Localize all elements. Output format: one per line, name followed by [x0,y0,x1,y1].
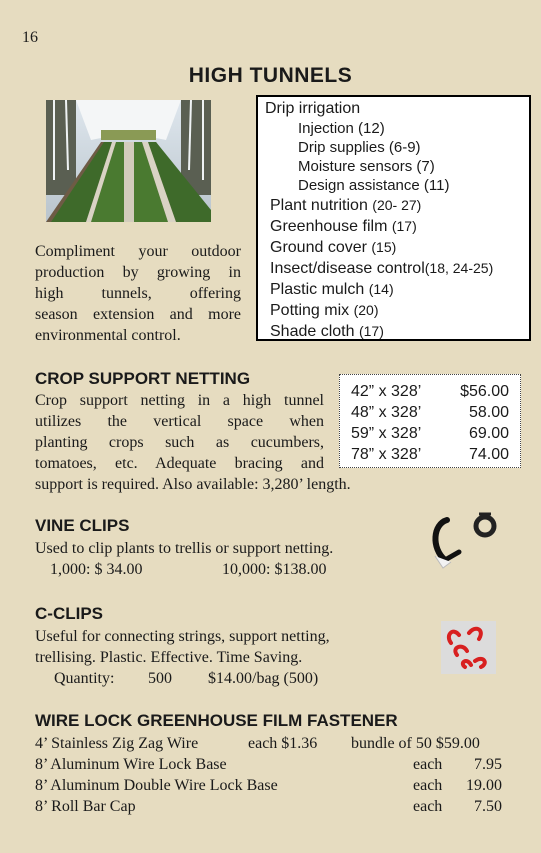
related-item [265,237,529,258]
related-header: Drip irrigation [265,100,361,117]
related-item-ref: (17) [358,323,384,339]
related-sub-item: Injection (12) [298,120,385,137]
wire-lock-item-unit: each [413,777,443,794]
vine-clips-photo [425,508,505,572]
c-clips-heading: C-CLIPS [35,604,103,623]
netting-size: 42” x 328’ [351,383,422,400]
related-item [265,300,529,321]
price-row [351,423,520,444]
wire-lock-item-name: 8’ Roll Bar Cap [35,798,136,815]
related-item-name: Insect/disease control [270,260,425,277]
wire-lock-item-unit: each [413,756,443,773]
vine-clips-qty-2: 10,000: $138.00 [222,561,327,578]
vine-clips-qty-1: 1,000: $ 34.00 [50,561,143,578]
related-item-name: Plastic mulch [270,281,365,298]
crop-netting-line: planting crops such as cucumbers, [35,434,324,451]
high-tunnel-photo [46,100,211,222]
related-item-name: Plant nutrition [270,197,368,214]
price-row [351,402,520,423]
related-item-name: Ground cover [270,239,367,256]
netting-price: 69.00 [468,425,509,442]
netting-size: 59” x 328’ [351,425,422,442]
crop-netting-line: Crop support netting in a high tunnel [35,392,324,409]
crop-netting-line: utilizes the vertical space when [35,413,324,430]
wire-lock-item-name: 4’ Stainless Zig Zag Wire [35,735,199,752]
crop-netting-line: tomatoes, etc. Adequate bracing and [35,455,324,472]
c-clips-desc-1: Useful for connecting strings, support netting, [35,628,330,645]
intro-line: high tunnels, offering [35,285,241,302]
page-title: HIGH TUNNELS [188,64,353,87]
related-sub-item: Design assistance (11) [298,177,450,194]
related-item-name: Potting mix [270,302,350,319]
intro-line: environmental control. [35,327,181,344]
wire-lock-item-price: 19.00 [466,777,502,794]
related-item-ref: (20- 27) [372,197,422,213]
wire-lock-heading: WIRE LOCK GREENHOUSE FILM FASTENER [35,711,398,730]
vine-clips-desc: Used to clip plants to trellis or support netting. [35,540,334,557]
related-item-ref: (15) [371,239,397,255]
related-item [265,258,529,279]
related-item [265,321,529,342]
c-clips-qty: 500 [148,670,172,687]
wire-lock-item-bundle: bundle of 50 $59.00 [351,735,480,752]
related-item [265,195,529,216]
netting-size: 48” x 328’ [351,404,422,421]
related-item-ref: (18, 24-25) [424,260,494,276]
related-item-ref: (20) [353,302,379,318]
related-item [265,279,529,300]
related-item-name: Shade cloth [270,323,355,340]
price-row [351,444,520,465]
price-row [351,381,520,402]
c-clips-price: $14.00/bag (500) [208,670,319,687]
page-number: 16 [22,29,38,46]
netting-price-box [339,374,521,468]
intro-text [35,241,241,346]
wire-lock-item-unit: each [413,798,443,815]
related-item [265,216,529,237]
intro-line: Compliment your outdoor [35,243,241,260]
related-sub-item: Drip supplies (6-9) [298,139,421,156]
related-products-box [256,95,531,341]
crop-netting-tail: support is required. Also available: 3,280’ length. [35,476,351,493]
c-clips-desc-2: trellising. Plastic. Effective. Time Saving. [35,649,303,666]
related-item-ref: (14) [368,281,394,297]
netting-size: 78” x 328’ [351,446,422,463]
wire-lock-item-unit: each $1.36 [248,735,318,752]
wire-lock-item-name: 8’ Aluminum Double Wire Lock Base [35,777,278,794]
wire-lock-item-name: 8’ Aluminum Wire Lock Base [35,756,227,773]
wire-lock-item-price: 7.95 [474,756,502,773]
related-item-ref: (17) [391,218,417,234]
wire-lock-item-price: 7.50 [474,798,502,815]
c-clips-photo [441,621,496,674]
related-item-name: Greenhouse film [270,218,388,235]
netting-price: $56.00 [460,383,509,400]
intro-line: season extension and more [35,306,241,323]
related-sub-item: Moisture sensors (7) [298,158,435,175]
intro-line: production by growing in [35,264,241,281]
netting-price: 58.00 [468,404,509,421]
c-clips-qty-label: Quantity: [54,670,115,687]
crop-netting-text [35,390,324,474]
netting-price: 74.00 [468,446,509,463]
crop-netting-heading: CROP SUPPORT NETTING [35,369,251,388]
vine-clips-heading: VINE CLIPS [35,516,130,535]
